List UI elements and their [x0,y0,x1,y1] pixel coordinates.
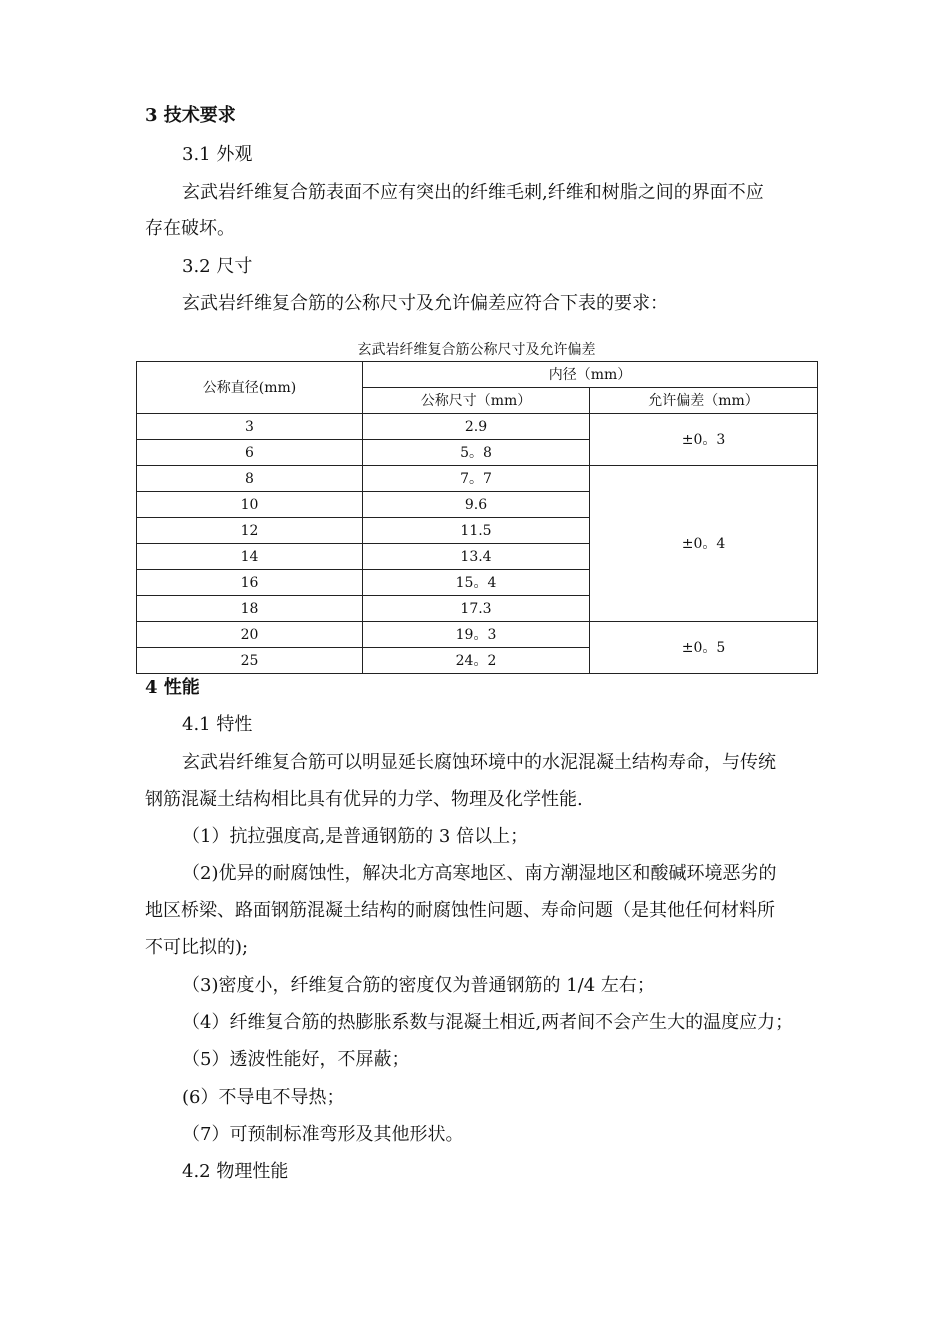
diameter-cell: 16 [137,570,363,596]
property-item-7: （7）可预制标准弯形及其他形状。 [182,1124,464,1145]
section-3-1-text-line2: 存在破坏。 [145,218,235,239]
nominal-cell: 7。7 [363,466,590,492]
nominal-cell: 11.5 [363,518,590,544]
property-item-3: （3)密度小，纤维复合筋的密度仅为普通钢筋的 1/4 左右； [182,975,655,996]
table-caption: 玄武岩纤维复合筋公称尺寸及允许偏差 [357,342,596,358]
diameter-cell: 20 [137,622,363,648]
section-3-2-title: 3.2 尺寸 [182,256,253,277]
tolerance-cell: ±0。5 [590,622,818,674]
property-item-2-line2: 地区桥梁、路面钢筋混凝土结构的耐腐蚀性问题、寿命问题（是其他任何材料所 [145,900,775,921]
nominal-cell: 5。8 [363,440,590,466]
header-tolerance: 允许偏差（mm） [590,388,818,414]
property-item-6: (6）不导电不导热； [182,1087,345,1108]
table-row [137,414,818,440]
section-4-2-title: 4.2 物理性能 [182,1161,289,1182]
header-diameter: 公称直径(mm) [137,362,363,414]
section-4-1-title: 4.1 特性 [182,714,253,735]
section-3-1-title: 3.1 外观 [182,144,253,165]
diameter-cell: 6 [137,440,363,466]
diameter-cell: 14 [137,544,363,570]
property-item-2-line1: （2)优异的耐腐蚀性，解决北方高寒地区、南方潮湿地区和酸碱环境恶劣的 [182,863,777,884]
nominal-cell: 2.9 [363,414,590,440]
diameter-cell: 8 [137,466,363,492]
property-item-5: （5）透波性能好，不屏蔽； [182,1049,410,1070]
nominal-cell: 19。3 [363,622,590,648]
property-item-1: （1）抗拉强度高,是普通钢筋的 3 倍以上； [182,826,529,847]
section-4-1-text-line2: 钢筋混凝土结构相比具有优异的力学、物理及化学性能. [145,789,583,810]
table-row [137,466,818,492]
dimension-table [136,361,818,674]
section-3-2-text: 玄武岩纤维复合筋的公称尺寸及允许偏差应符合下表的要求： [182,293,668,314]
section-4-1-text-line1: 玄武岩纤维复合筋可以明显延长腐蚀环境中的水泥混凝土结构寿命，与传统 [182,752,776,773]
nominal-cell: 15。4 [363,570,590,596]
nominal-cell: 24。2 [363,648,590,674]
diameter-cell: 18 [137,596,363,622]
table-row [137,622,818,648]
header-inner-diameter: 内径（mm） [363,362,818,388]
property-item-2-line3: 不可比拟的); [145,937,249,958]
section-3-1-text-line1: 玄武岩纤维复合筋表面不应有突出的纤维毛刺,纤维和树脂之间的界面不应 [182,182,764,203]
diameter-cell: 10 [137,492,363,518]
tolerance-cell: ±0。4 [590,466,818,622]
nominal-cell: 13.4 [363,544,590,570]
section-3-heading: 3 技术要求 [145,105,236,126]
tolerance-cell: ±0。3 [590,414,818,466]
diameter-cell: 3 [137,414,363,440]
nominal-cell: 9.6 [363,492,590,518]
table-header-row [137,362,818,388]
diameter-cell: 12 [137,518,363,544]
property-item-4: （4）纤维复合筋的热膨胀系数与混凝土相近,两者间不会产生大的温度应力； [182,1012,794,1033]
header-nominal-size: 公称尺寸（mm） [363,388,590,414]
nominal-cell: 17.3 [363,596,590,622]
section-4-heading: 4 性能 [145,677,200,698]
diameter-cell: 25 [137,648,363,674]
